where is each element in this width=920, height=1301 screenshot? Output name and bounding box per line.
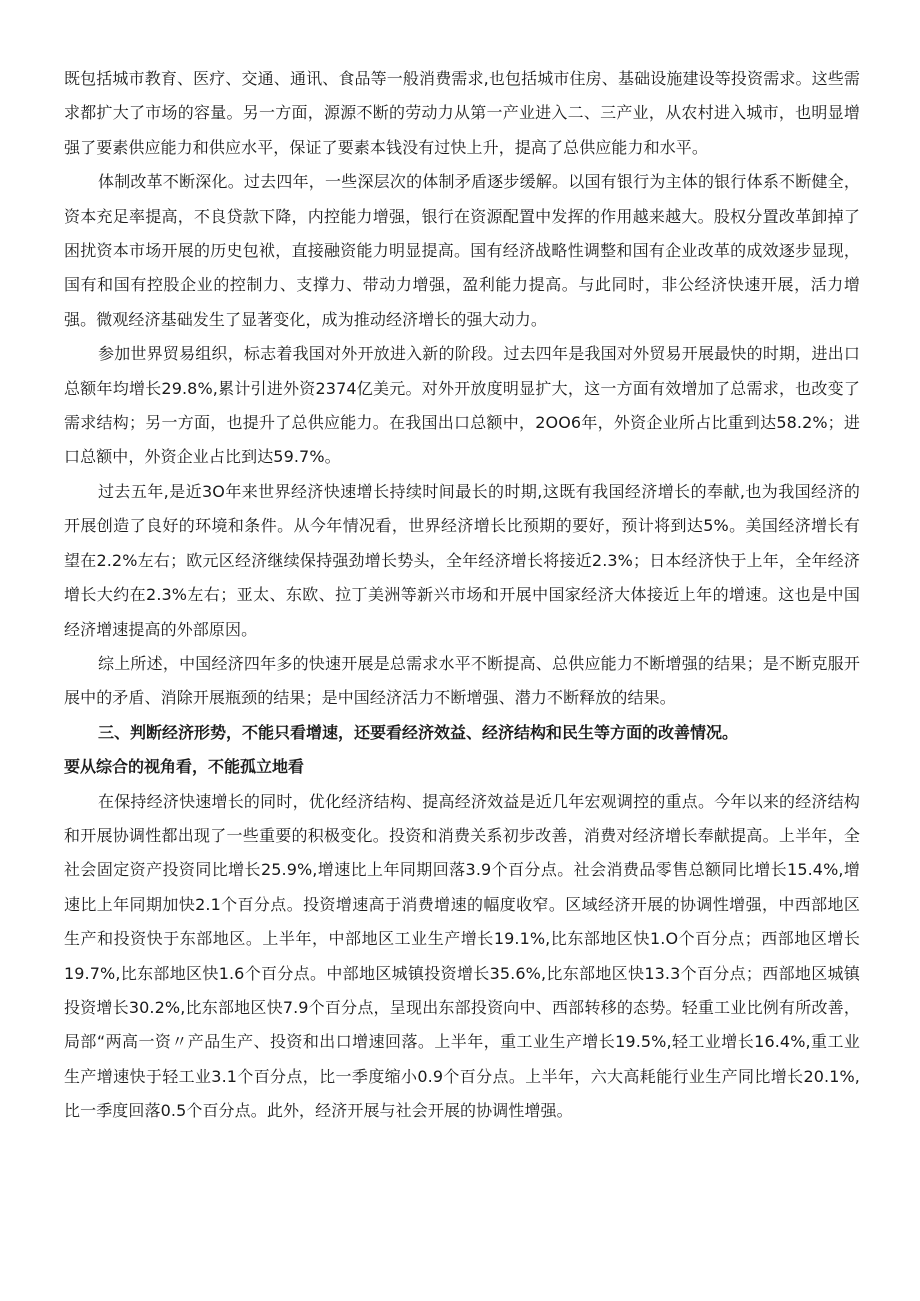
paragraph-structure-optimization: 在保持经济快速增长的同时，优化经济结构、提高经济效益是近几年宏观调控的重点。今年以来的经济结构和开展协调性都出现了一些重要的积极变化。投资和消费关系初步改善，消费对经济增长奉献提高。上半年，全社会固定资产投资同比增长25.9%,增速比上年同期回落3.9个百分点。社会消费品零售总额同比增长15.4%,增速比上年同期加快2.1个百分点。投资增速高于消费增速的幅度收窄。区域经济开展的协调性增强，中西部地区生产和投资快于东部地区。上半年，中部地区工业生产增长19.1%,比东部地区快1.O个百分点；西部地区增长19.7%,比东部地区快1.6个百分点。中部地区城镇投资增长35.6%,比东部地区快13.3个百分点；西部地区城镇投资增长30.2%,比东部地区快7.9个百分点，呈现出东部投资向中、西部转移的态势。轻重工业比例有所改善，局部“两高一资〃产品生产、投资和出口增速回落。上半年，重工业生产增长19.5%,轻工业增长16.4%,重工业生产增速快于轻工业3.1个百分点，比一季度缩小0.9个百分点。上半年，六大高耗能行业生产同比增长20.1%,比一季度回落0.5个百分点。此外，经济开展与社会开展的协调性增强。 (64, 791, 860, 1121)
paragraph-urban-demand: 既包括城市教育、医疗、交通、通讯、食品等一般消费需求,也包括城市住房、基础设施建设等投资需求。这些需求都扩大了市场的容量。另一方面，源源不断的劳动力从第一产业进入二、三产业，从农村进入城市，也明显增强了要素供应能力和供应水平，保证了要素本钱没有过快上升，提高了总供应能力和水平。 (64, 69, 860, 157)
paragraph-summary: 综上所述，中国经济四年多的快速开展是总需求水平不断提高、总供应能力不断增强的结果；是不断克服开展中的矛盾、消除开展瓶颈的结果；是中国经济活力不断增强、潜力不断释放的结果。 (64, 653, 860, 708)
paragraph-institutional-reform: 体制改革不断深化。过去四年，一些深层次的体制矛盾逐步缓解。以国有银行为主体的银行体系不断健全，资本充足率提高，不良贷款下降，内控能力增强，银行在资源配置中发挥的作用越来越大。股权分置改革卸掉了困扰资本市场开展的历史包袱，直接融资能力明显提高。国有经济战略性调整和国有企业改革的成效逐步显现，国有和国有控股企业的控制力、支撑力、带动力增强，盈利能力提高。与此同时，非公经济快速开展，活力增强。微观经济基础发生了显著变化，成为推动经济增长的强大动力。 (64, 172, 860, 329)
paragraph-wto-trade: 参加世界贸易组织，标志着我国对外开放进入新的阶段。过去四年是我国对外贸易开展最快的时期，进出口总额年均增长29.8%,累计引进外资2374亿美元。对外开放度明显扩大，这一方面有效增加了总需求，也改变了需求结构；另一方面，也提升了总供应能力。在我国出口总额中，2OO6年，外资企业所占比重到达58.2%；进口总额中，外资企业占比到达59.7%。 (64, 344, 860, 467)
section-subheading: 要从综合的视角看，不能孤立地看 (64, 757, 305, 777)
paragraph-world-economy: 过去五年,是近3O年来世界经济快速增长持续时间最长的时期,这既有我国经济增长的奉献,也为我国经济的开展创造了良好的环境和条件。从今年情况看，世界经济增长比预期的要好，预计将到达5%。美国经济增长有望在2.2%左右；欧元区经济继续保持强劲增长势头，全年经济增长将接近2.3%；日本经济快于上年，全年经济增长大约在2.3%左右；亚太、东欧、拉丁美洲等新兴市场和开展中国家经济大体接近上年的增速。这也是中国经济增速提高的外部原因。 (64, 481, 860, 639)
section-heading-three: 三、判断经济形势，不能只看增速，还要看经济效益、经济结构和民生等方面的改善情况。 (98, 722, 739, 742)
document-page (64, 62, 860, 1129)
